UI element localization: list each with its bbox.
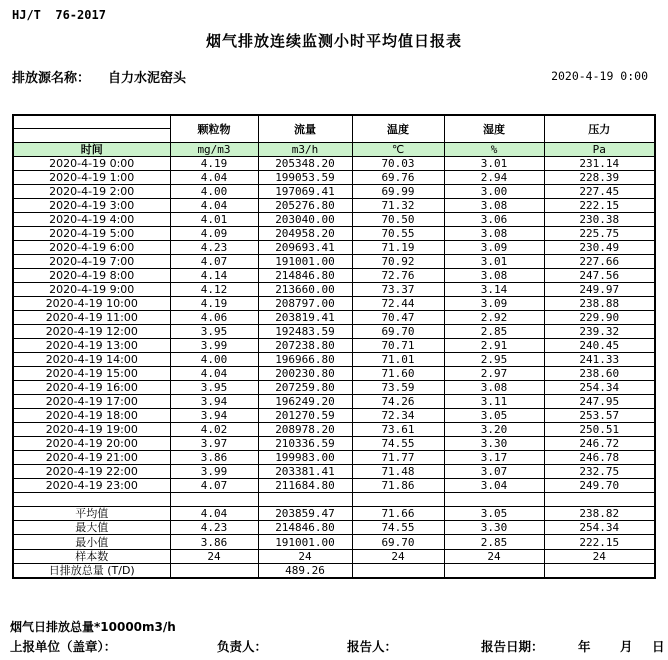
footer-note: 烟气日排放总量*10000m3/h bbox=[10, 620, 176, 634]
row-value: 3.01 bbox=[444, 255, 544, 269]
row-value: 253.57 bbox=[544, 409, 655, 423]
row-value: 240.45 bbox=[544, 339, 655, 353]
summary-label: 最小值 bbox=[13, 535, 170, 549]
table-row bbox=[13, 325, 655, 339]
page-title: 烟气排放连续监测小时平均值日报表 bbox=[205, 32, 462, 50]
reporter-label: 报告人： bbox=[347, 639, 398, 654]
row-time: 2020-4-19 4:00 bbox=[13, 213, 170, 227]
table-row bbox=[13, 339, 655, 353]
row-value: 73.37 bbox=[352, 283, 444, 297]
row-value: 69.70 bbox=[352, 325, 444, 339]
summary-label: 样本数 bbox=[13, 549, 170, 563]
row-value: 205348.20 bbox=[258, 157, 352, 171]
summary-value: 214846.80 bbox=[258, 521, 352, 535]
row-value: 3.99 bbox=[170, 339, 258, 353]
summary-label: 日排放总量 (T/D) bbox=[13, 564, 170, 579]
row-value: 199053.59 bbox=[258, 171, 352, 185]
row-value: 4.14 bbox=[170, 269, 258, 283]
row-value: 210336.59 bbox=[258, 437, 352, 451]
table-row bbox=[13, 311, 655, 325]
row-value: 228.39 bbox=[544, 171, 655, 185]
row-time: 2020-4-19 0:00 bbox=[13, 157, 170, 171]
summary-value: 74.55 bbox=[352, 521, 444, 535]
row-value: 69.99 bbox=[352, 185, 444, 199]
table-row bbox=[13, 564, 655, 579]
row-value: 72.76 bbox=[352, 269, 444, 283]
summary-value: 24 bbox=[544, 549, 655, 563]
report-unit-label: 上报单位（盖章）： bbox=[10, 639, 117, 654]
unit-row bbox=[13, 143, 655, 157]
row-value: 238.60 bbox=[544, 367, 655, 381]
standard-number: HJ/T 76-2017 bbox=[12, 8, 106, 22]
table-row bbox=[13, 423, 655, 437]
summary-value: 4.23 bbox=[170, 521, 258, 535]
row-value: 3.07 bbox=[444, 465, 544, 479]
row-time: 2020-4-19 11:00 bbox=[13, 311, 170, 325]
row-value: 214846.80 bbox=[258, 269, 352, 283]
unit-humidity: % bbox=[444, 143, 544, 157]
row-value: 4.19 bbox=[170, 297, 258, 311]
row-value: 3.86 bbox=[170, 451, 258, 465]
row-time: 2020-4-19 8:00 bbox=[13, 269, 170, 283]
report-datetime: 2020-4-19 0:00 bbox=[551, 69, 648, 83]
summary-label: 最大值 bbox=[13, 521, 170, 535]
row-value: 4.12 bbox=[170, 283, 258, 297]
table-row bbox=[13, 255, 655, 269]
table-row bbox=[13, 283, 655, 297]
row-value: 230.38 bbox=[544, 213, 655, 227]
row-value: 246.78 bbox=[544, 451, 655, 465]
row-value: 72.44 bbox=[352, 297, 444, 311]
row-value: 231.14 bbox=[544, 157, 655, 171]
row-value: 4.04 bbox=[170, 171, 258, 185]
row-value: 203040.00 bbox=[258, 213, 352, 227]
emission-source-name: 自力水泥窑头 bbox=[108, 71, 187, 86]
table-row bbox=[13, 213, 655, 227]
row-value: 71.48 bbox=[352, 465, 444, 479]
row-value: 205276.80 bbox=[258, 199, 352, 213]
row-value: 3.17 bbox=[444, 451, 544, 465]
table-row bbox=[13, 241, 655, 255]
row-value: 4.06 bbox=[170, 311, 258, 325]
row-value: 3.95 bbox=[170, 381, 258, 395]
row-value: 74.55 bbox=[352, 437, 444, 451]
row-time: 2020-4-19 18:00 bbox=[13, 409, 170, 423]
summary-value: 191001.00 bbox=[258, 535, 352, 549]
row-value: 2.91 bbox=[444, 339, 544, 353]
row-time: 2020-4-19 5:00 bbox=[13, 227, 170, 241]
row-value: 4.01 bbox=[170, 213, 258, 227]
unit-temperature: ℃ bbox=[352, 143, 444, 157]
row-value: 232.75 bbox=[544, 465, 655, 479]
row-time: 2020-4-19 20:00 bbox=[13, 437, 170, 451]
row-value: 73.61 bbox=[352, 423, 444, 437]
row-value: 2.92 bbox=[444, 311, 544, 325]
row-time: 2020-4-19 1:00 bbox=[13, 171, 170, 185]
row-value: 204958.20 bbox=[258, 227, 352, 241]
row-value: 3.01 bbox=[444, 157, 544, 171]
row-value: 4.07 bbox=[170, 479, 258, 493]
row-time: 2020-4-19 21:00 bbox=[13, 451, 170, 465]
summary-value bbox=[170, 564, 258, 579]
row-time: 2020-4-19 3:00 bbox=[13, 199, 170, 213]
summary-value: 203859.47 bbox=[258, 506, 352, 520]
row-value: 211684.80 bbox=[258, 479, 352, 493]
row-time: 2020-4-19 7:00 bbox=[13, 255, 170, 269]
row-value: 213660.00 bbox=[258, 283, 352, 297]
summary-value bbox=[352, 564, 444, 579]
row-value: 227.66 bbox=[544, 255, 655, 269]
row-value: 3.97 bbox=[170, 437, 258, 451]
row-value: 191001.00 bbox=[258, 255, 352, 269]
summary-value: 24 bbox=[170, 549, 258, 563]
row-value: 70.71 bbox=[352, 339, 444, 353]
row-value: 227.45 bbox=[544, 185, 655, 199]
unit-flow: m3/h bbox=[258, 143, 352, 157]
table-row bbox=[13, 199, 655, 213]
row-value: 3.95 bbox=[170, 325, 258, 339]
time-header: 时间 bbox=[13, 143, 170, 157]
row-value: 4.04 bbox=[170, 367, 258, 381]
row-value: 4.04 bbox=[170, 199, 258, 213]
row-value: 3.06 bbox=[444, 213, 544, 227]
row-value: 208797.00 bbox=[258, 297, 352, 311]
row-value: 207238.80 bbox=[258, 339, 352, 353]
row-value: 208978.20 bbox=[258, 423, 352, 437]
table-row bbox=[13, 479, 655, 493]
summary-value bbox=[544, 564, 655, 579]
row-value: 209693.41 bbox=[258, 241, 352, 255]
row-value: 70.92 bbox=[352, 255, 444, 269]
table-row bbox=[13, 381, 655, 395]
row-value: 74.26 bbox=[352, 395, 444, 409]
row-value: 70.47 bbox=[352, 311, 444, 325]
row-value: 3.14 bbox=[444, 283, 544, 297]
row-value: 247.56 bbox=[544, 269, 655, 283]
row-time: 2020-4-19 22:00 bbox=[13, 465, 170, 479]
row-value: 3.09 bbox=[444, 241, 544, 255]
row-value: 3.11 bbox=[444, 395, 544, 409]
row-value: 246.72 bbox=[544, 437, 655, 451]
row-value: 71.32 bbox=[352, 199, 444, 213]
row-time: 2020-4-19 6:00 bbox=[13, 241, 170, 255]
emission-source-label: 排放源名称： bbox=[12, 71, 91, 86]
row-value: 3.09 bbox=[444, 297, 544, 311]
row-value: 4.23 bbox=[170, 241, 258, 255]
row-value: 3.20 bbox=[444, 423, 544, 437]
row-time: 2020-4-19 10:00 bbox=[13, 297, 170, 311]
table-row bbox=[13, 269, 655, 283]
row-time: 2020-4-19 14:00 bbox=[13, 353, 170, 367]
table-row bbox=[13, 227, 655, 241]
row-value: 247.95 bbox=[544, 395, 655, 409]
year-label: 年 bbox=[578, 639, 591, 654]
summary-value bbox=[444, 564, 544, 579]
responsible-person-label: 负责人： bbox=[217, 639, 268, 654]
row-value: 71.60 bbox=[352, 367, 444, 381]
row-value: 241.33 bbox=[544, 353, 655, 367]
column-header-flow: 流量 bbox=[258, 115, 352, 143]
summary-value: 24 bbox=[444, 549, 544, 563]
summary-value: 71.66 bbox=[352, 506, 444, 520]
emission-source-line bbox=[12, 67, 186, 86]
column-header-temperature: 温度 bbox=[352, 115, 444, 143]
table-row bbox=[13, 506, 655, 520]
row-value: 71.19 bbox=[352, 241, 444, 255]
summary-value: 3.30 bbox=[444, 521, 544, 535]
table-row bbox=[13, 465, 655, 479]
summary-value: 254.34 bbox=[544, 521, 655, 535]
row-value: 3.04 bbox=[444, 479, 544, 493]
row-value: 197069.41 bbox=[258, 185, 352, 199]
row-value: 3.94 bbox=[170, 409, 258, 423]
row-value: 2.94 bbox=[444, 171, 544, 185]
row-value: 229.90 bbox=[544, 311, 655, 325]
row-value: 4.19 bbox=[170, 157, 258, 171]
column-header-particulate: 颗粒物 bbox=[170, 115, 258, 143]
row-value: 254.34 bbox=[544, 381, 655, 395]
row-value: 4.02 bbox=[170, 423, 258, 437]
row-value: 222.15 bbox=[544, 199, 655, 213]
row-time: 2020-4-19 15:00 bbox=[13, 367, 170, 381]
row-value: 70.55 bbox=[352, 227, 444, 241]
row-value: 249.70 bbox=[544, 479, 655, 493]
row-value: 3.08 bbox=[444, 199, 544, 213]
table-row bbox=[13, 451, 655, 465]
table-row bbox=[13, 409, 655, 423]
row-value: 2.95 bbox=[444, 353, 544, 367]
row-value: 70.03 bbox=[352, 157, 444, 171]
row-time: 2020-4-19 19:00 bbox=[13, 423, 170, 437]
row-value: 3.99 bbox=[170, 465, 258, 479]
table-row bbox=[13, 437, 655, 451]
row-value: 3.94 bbox=[170, 395, 258, 409]
summary-value: 238.82 bbox=[544, 506, 655, 520]
unit-particulate: mg/m3 bbox=[170, 143, 258, 157]
unit-pressure: Pa bbox=[544, 143, 655, 157]
row-value: 196966.80 bbox=[258, 353, 352, 367]
table-row bbox=[13, 521, 655, 535]
row-value: 4.00 bbox=[170, 185, 258, 199]
row-value: 239.32 bbox=[544, 325, 655, 339]
row-value: 71.01 bbox=[352, 353, 444, 367]
row-value: 3.08 bbox=[444, 227, 544, 241]
corner-cell-bottom bbox=[13, 129, 170, 143]
row-value: 3.08 bbox=[444, 381, 544, 395]
row-value: 3.00 bbox=[444, 185, 544, 199]
row-value: 2.85 bbox=[444, 325, 544, 339]
summary-label: 平均值 bbox=[13, 506, 170, 520]
row-value: 196249.20 bbox=[258, 395, 352, 409]
row-time: 2020-4-19 9:00 bbox=[13, 283, 170, 297]
summary-value: 3.86 bbox=[170, 535, 258, 549]
column-header-pressure: 压力 bbox=[544, 115, 655, 143]
corner-cell-top bbox=[13, 115, 170, 129]
spacer-section bbox=[13, 493, 655, 507]
summary-value: 489.26 bbox=[258, 564, 352, 579]
row-value: 192483.59 bbox=[258, 325, 352, 339]
summary-value: 222.15 bbox=[544, 535, 655, 549]
row-value: 4.09 bbox=[170, 227, 258, 241]
column-header-row bbox=[13, 115, 655, 129]
row-time: 2020-4-19 13:00 bbox=[13, 339, 170, 353]
month-label: 月 bbox=[620, 639, 633, 654]
row-time: 2020-4-19 2:00 bbox=[13, 185, 170, 199]
monitoring-data-table bbox=[12, 114, 656, 579]
table-row bbox=[13, 157, 655, 171]
row-value: 250.51 bbox=[544, 423, 655, 437]
row-value: 201270.59 bbox=[258, 409, 352, 423]
report-date-label: 报告日期： bbox=[481, 639, 544, 654]
row-value: 199983.00 bbox=[258, 451, 352, 465]
signature-line bbox=[0, 637, 668, 653]
summary-value: 4.04 bbox=[170, 506, 258, 520]
summary-value: 2.85 bbox=[444, 535, 544, 549]
summary-value: 24 bbox=[352, 549, 444, 563]
row-value: 238.88 bbox=[544, 297, 655, 311]
row-value: 3.05 bbox=[444, 409, 544, 423]
table-row bbox=[13, 549, 655, 563]
column-header-humidity: 湿度 bbox=[444, 115, 544, 143]
row-value: 230.49 bbox=[544, 241, 655, 255]
row-time: 2020-4-19 16:00 bbox=[13, 381, 170, 395]
table-row bbox=[13, 395, 655, 409]
row-value: 73.59 bbox=[352, 381, 444, 395]
table-row bbox=[13, 297, 655, 311]
summary-value: 69.70 bbox=[352, 535, 444, 549]
row-value: 72.34 bbox=[352, 409, 444, 423]
row-value: 200230.80 bbox=[258, 367, 352, 381]
table-row bbox=[13, 185, 655, 199]
row-value: 249.97 bbox=[544, 283, 655, 297]
row-value: 71.77 bbox=[352, 451, 444, 465]
row-value: 70.50 bbox=[352, 213, 444, 227]
row-value: 203381.41 bbox=[258, 465, 352, 479]
row-value: 203819.41 bbox=[258, 311, 352, 325]
summary-rows bbox=[13, 506, 655, 578]
row-time: 2020-4-19 17:00 bbox=[13, 395, 170, 409]
day-label: 日 bbox=[652, 639, 665, 654]
row-value: 2.97 bbox=[444, 367, 544, 381]
summary-value: 3.05 bbox=[444, 506, 544, 520]
row-value: 3.30 bbox=[444, 437, 544, 451]
row-value: 4.07 bbox=[170, 255, 258, 269]
row-value: 4.00 bbox=[170, 353, 258, 367]
row-value: 69.76 bbox=[352, 171, 444, 185]
row-value: 71.86 bbox=[352, 479, 444, 493]
table-row bbox=[13, 367, 655, 381]
row-value: 3.08 bbox=[444, 269, 544, 283]
spacer-row bbox=[13, 493, 655, 507]
row-time: 2020-4-19 12:00 bbox=[13, 325, 170, 339]
table-row bbox=[13, 171, 655, 185]
row-value: 207259.80 bbox=[258, 381, 352, 395]
table-row bbox=[13, 353, 655, 367]
header-rows bbox=[13, 115, 655, 157]
summary-value: 24 bbox=[258, 549, 352, 563]
row-value: 225.75 bbox=[544, 227, 655, 241]
data-rows bbox=[13, 157, 655, 493]
table-row bbox=[13, 535, 655, 549]
row-time: 2020-4-19 23:00 bbox=[13, 479, 170, 493]
